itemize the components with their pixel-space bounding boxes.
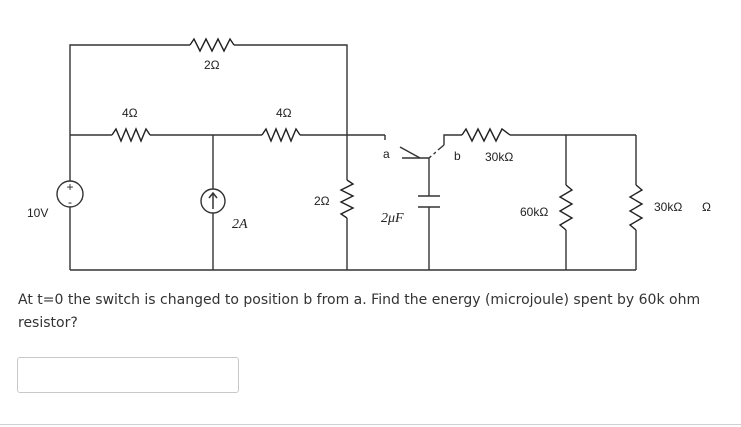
label-voltage-source: 10V xyxy=(27,206,49,220)
label-r-vertical: 2Ω xyxy=(314,194,330,208)
current-source xyxy=(201,189,225,213)
label-r-left: 4Ω xyxy=(122,106,138,120)
resistor-30k-right xyxy=(630,185,642,230)
capacitor xyxy=(418,196,440,207)
label-r-30k-series: 30kΩ xyxy=(485,150,514,164)
resistor-2ohm-top xyxy=(190,39,234,51)
voltage-source xyxy=(57,180,83,209)
label-r-30k-right-suffix: Ω xyxy=(702,200,711,214)
answer-input[interactable] xyxy=(17,357,239,393)
resistor-4ohm-left xyxy=(112,129,150,141)
switch xyxy=(400,145,444,158)
resistor-4ohm-mid xyxy=(262,129,300,141)
resistor-30k-series xyxy=(462,129,510,141)
plus-sign: + xyxy=(66,180,74,194)
question-text: At t=0 the switch is changed to position b from a. Find the energy (microjoule) spent by 60k ohm resistor? xyxy=(18,292,701,331)
divider xyxy=(0,424,741,425)
label-r-30k-right: 30kΩ xyxy=(654,200,683,214)
label-current-source: 2A xyxy=(232,217,248,232)
circuit-wires xyxy=(70,45,636,270)
label-r-mid: 4Ω xyxy=(276,106,292,120)
label-switch-a: a xyxy=(383,147,390,161)
label-switch-b: b xyxy=(454,149,461,163)
resistor-2ohm-vertical xyxy=(341,180,353,218)
resistor-60k xyxy=(560,185,572,230)
label-capacitor: 2μF xyxy=(381,211,404,226)
minus-sign: - xyxy=(68,195,72,209)
label-r-60k: 60kΩ xyxy=(520,205,549,219)
label-r-top: 2Ω xyxy=(204,58,220,72)
